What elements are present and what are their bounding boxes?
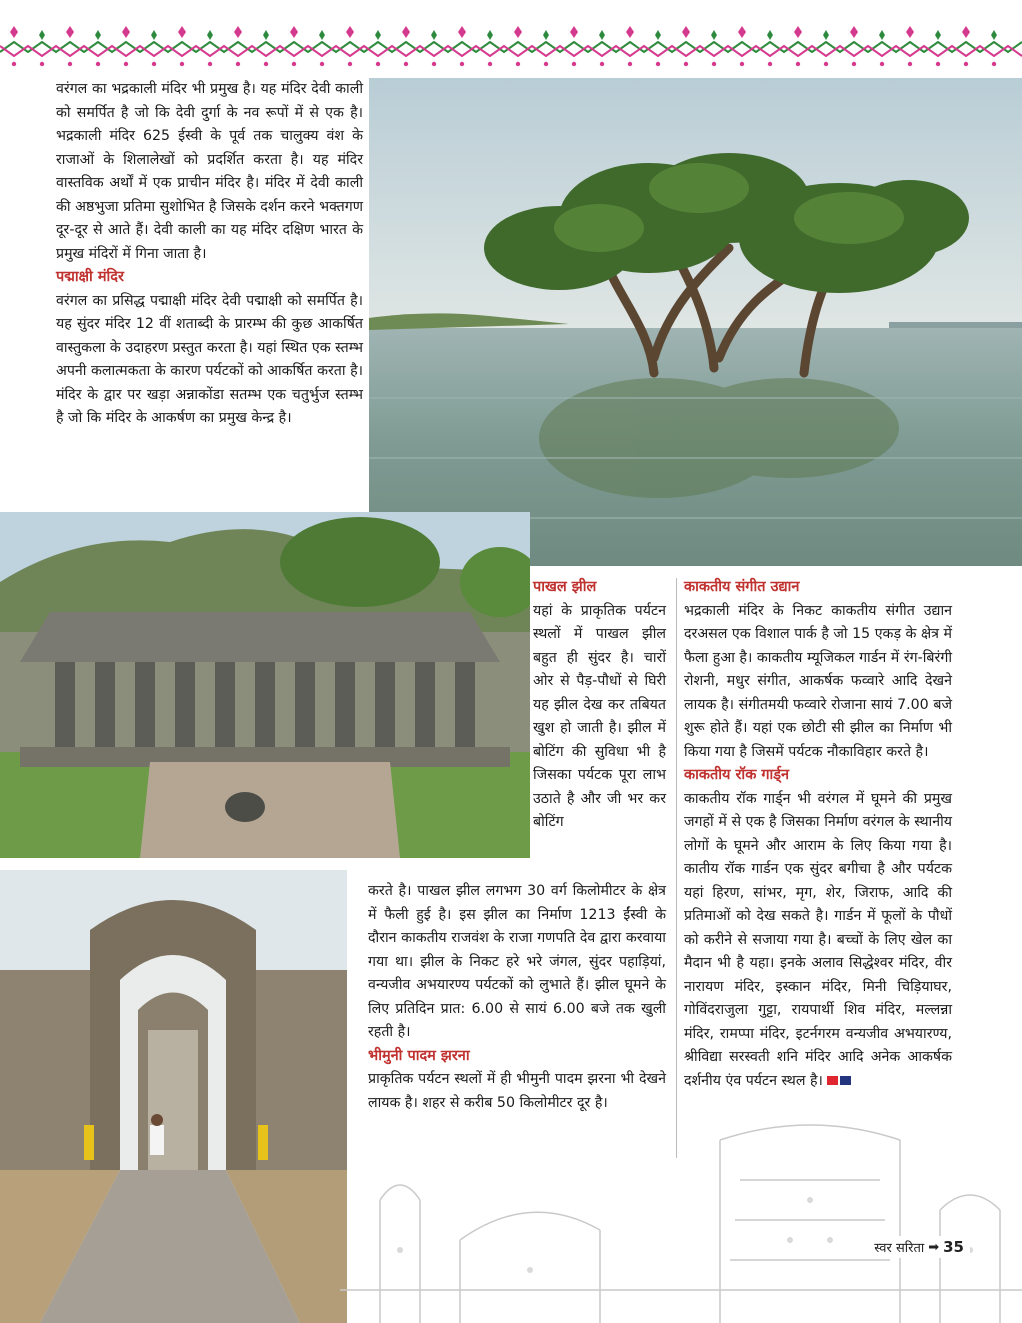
lake-trees-photo bbox=[369, 78, 1022, 566]
pakhal-paragraph-continued: करते है। पाखल झील लगभग 30 वर्ग किलोमीटर के क्षेत्र में फैली हुई है। इस झील का निर्माण 1213 ईंस्वी के दौरान काकतीय राजवंश के राजा गणपति देव द्वारा करवाया गया था। झील के निकट हरे भरे जंगल, सुंदर पहाड़ियां, वन्यजीव अभयारण्य पर्यटकों को लुभाते हैं। झील घूमने के लिए प्रतिदिन प्रात: 6.00 से सायं 6.00 बजे तक खुली रहती है। bbox=[368, 883, 666, 1040]
stone-temple-photo bbox=[0, 512, 530, 858]
section-heading-music-garden: काकतीय संगीत उद्यान bbox=[684, 579, 800, 595]
section-heading-padmakshi: पद्माक्षी मंदिर bbox=[56, 269, 124, 285]
page-number: 35 bbox=[943, 1238, 964, 1256]
right-column bbox=[684, 576, 952, 1093]
rock-garden-text: काकतीय रॉक गार्ड्न भी वरंगल में घूमने की प्रमुख जगहों में से एक है जिसका निर्माण वरंगल के स्थानीय लोगों के घूमने और आराम के लिए किया गया है। कातीय रॉक गार्डन एक सुंदर बगीचा है और पर्यटक यहां हिरण, सांभर, मृग, शेर, जिराफ, आदि की प्रतिमाओं को देख सकते है। गार्डन में फूलों के पौधों को करीने से सजाया गया है। बच्चों के लिए खेल का मैदान भी है यहा। इनके अलाव सिद्धेश्वर मंदिर, वीर नारायण मंदिर, इस्कान मंदिर, मिनी चिड़ियाघर, गोविंदराजुला गुट्टा, रायपार्थी शिव मंदिर, मल्लन्ना मंदिर, रामप्पा मंदिर, इटर्नगरम वन्यजीव अभयारण्य, श्रीविद्या सरस्वती शनि मंदिर आदि अनेक आकर्षक दर्शनीय एंव पर्यटन स्थल है। bbox=[684, 790, 952, 1089]
section-heading-bhimuni: भीमुनी पादम झरना bbox=[368, 1047, 470, 1064]
rock-garden-paragraph bbox=[684, 788, 952, 1094]
end-mark-blue bbox=[840, 1076, 851, 1085]
intro-paragraph: वरंगल का भद्रकाली मंदिर भी प्रमुख है। यह मंदिर देवी काली को समर्पित है जो कि देवी दुर्गा के नव रूपों में से एक है। भद्रकाली मंदिर 625 ईस्वी के पूर्व तक चालुक्य वंश के राजाओं के शिलालेखों को प्रदर्शित करता है। यह मंदिर वास्तविक अर्थों में एक प्राचीन मंदिर है। मंदिर में देवी काली की अष्ठभुजा प्रतिमा सुशोभित है जिसके दर्शन करने भक्तगण दूर-दूर से आते हैं। देवी काली का यह मंदिर दक्षिण भारत के प्रमुख मंदिरों में गिना जाता है। bbox=[56, 81, 363, 262]
palace-skyline-illustration bbox=[340, 1120, 1022, 1323]
decorative-top-border bbox=[0, 0, 1022, 72]
pakhal-narrow-column bbox=[533, 576, 666, 835]
magazine-name: स्वर सरिता bbox=[874, 1241, 925, 1256]
padmakshi-paragraph: वरंगल का प्रसिद्ध पद्माक्षी मंदिर देवी पद्माक्षी को समर्पित है। यह सुंदर मंदिर 12 वीं शताब्दी के प्रारम्भ की कुछ आकर्षित वास्तुकला के उदाहरण प्रस्तुत करता है। यहां स्थित एक स्तम्भ अपनी कलात्मकता के कारण पर्यटकों को आकर्षित करता है। मंदिर के द्वार पर खड़ा अन्नाकोंडा सतम्भ एक चतुर्भुज स्तम्भ है जो कि मंदिर के आकर्षण का प्रमुख केन्द्र है। bbox=[56, 292, 363, 426]
fort-gate-photo bbox=[0, 870, 347, 1323]
pakhal-wide-column bbox=[368, 880, 666, 1115]
column-divider bbox=[676, 578, 677, 1158]
page-footer bbox=[868, 1236, 970, 1258]
pakhal-paragraph-start: यहां के प्राकृतिक पर्यटन स्थलों में पाखल झील बहुत ही सुंदर है। चारों ओर से पैड़-पौधों से घिरी यह झील देख कर तबियत खुश हो जाती है। झील में बोटिंग की सुविधा भी है जिसका पर्यटक पूरा लाभ उठाते है और जी भर कर बोटिंग bbox=[533, 602, 666, 830]
end-mark-red bbox=[827, 1076, 838, 1085]
bhimuni-paragraph: प्राकृतिक पर्यटन स्थलों में ही भीमुनी पादम झरना भी देखने लायक है। शहर से करीब 50 किलोमीटर दूर है। bbox=[368, 1071, 666, 1111]
section-heading-rock-garden: काकतीय रॉक गार्ड्न bbox=[684, 767, 790, 783]
music-garden-paragraph: भद्रकाली मंदिर के निकट काकतीय संगीत उद्यान दरअसल एक विशाल पार्क है जो 15 एकड़ के क्षेत्र में फैला हुआ है। काकतीय म्यूजिकल गार्डन में रंग-बिरंगी रोशनी, मधुर संगीत, आकर्षक फव्वारे आदि देखने लायक है। संगीतमयी फव्वारे रोजाना सायं 7.00 बजे शुरू होते हैं। यहां एक छोटी सी झील का निर्माण भी किया गया है जिसमें पर्यटक नौकाविहार करते है। bbox=[684, 602, 952, 760]
border-dots bbox=[12, 62, 996, 66]
intro-column bbox=[56, 78, 363, 431]
arrow-right-icon: ➡ bbox=[928, 1239, 940, 1255]
section-heading-pakhal: पाखल झील bbox=[533, 579, 597, 595]
